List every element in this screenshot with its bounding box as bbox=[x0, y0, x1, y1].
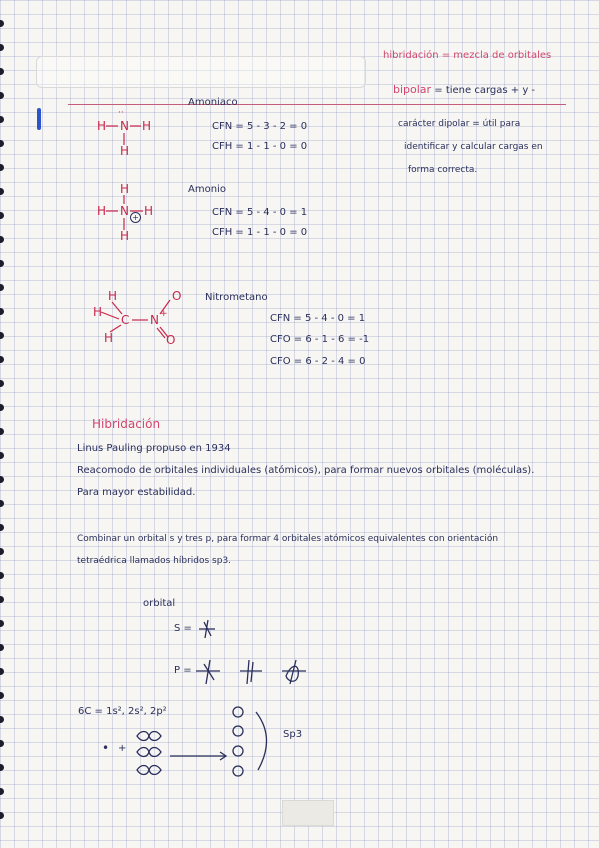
hibridacion-line-3: Para mayor estabilidad. bbox=[77, 487, 196, 498]
hibridacion-line-1: Linus Pauling propuso en 1934 bbox=[77, 443, 231, 454]
amoniaco-cfh: CFH = 1 - 1 - 0 = 0 bbox=[212, 141, 308, 152]
combine-line-1: Combinar un orbital s y tres p, para formar 4 orbitales atómicos equivalentes con orientación bbox=[77, 534, 499, 544]
amonio-cfh: CFH = 1 - 1 - 0 = 0 bbox=[212, 227, 308, 238]
nitrometano-title: Nitrometano bbox=[205, 292, 268, 303]
amoniaco-h-right: H bbox=[142, 119, 152, 133]
amonio-h-left: H bbox=[97, 204, 107, 218]
combine-line-2: tetraédrica llamados híbridos sp3. bbox=[77, 556, 232, 566]
nitrometano-h-left: H bbox=[93, 305, 103, 319]
amoniaco-h-bottom: H bbox=[120, 144, 130, 158]
amoniaco-cfn: CFN = 5 - 3 - 2 = 0 bbox=[212, 121, 308, 132]
bipolar-definition: = tiene cargas + y - bbox=[434, 85, 536, 96]
amonio-n: N bbox=[120, 204, 129, 218]
sp3-label: Sp3 bbox=[283, 729, 303, 740]
amonio-h-right: H bbox=[144, 204, 154, 218]
nitrometano-cfn: CFN = 5 - 4 - 0 = 1 bbox=[270, 313, 366, 324]
carbon-configuration: 6C = 1s², 2s², 2p² bbox=[78, 706, 167, 717]
nitrometano-c: C bbox=[121, 313, 130, 327]
dipolar-line-2: identificar y calcular cargas en bbox=[404, 142, 543, 152]
amonio-title: Amonio bbox=[188, 184, 226, 195]
nitrometano-h-bottom: H bbox=[104, 331, 114, 345]
hibridacion-line-2: Reacomodo de orbitales individuales (atómicos), para formar nuevos orbitales (moléculas). bbox=[77, 465, 535, 476]
amonio-h-bottom: H bbox=[120, 229, 130, 243]
amoniaco-h-left: H bbox=[97, 119, 107, 133]
nitrometano-n: N bbox=[150, 313, 159, 327]
dipolar-line-3: forma correcta. bbox=[408, 165, 478, 175]
orbital-title: orbital bbox=[143, 598, 176, 609]
nitrometano-cfo-2: CFO = 6 - 2 - 4 = 0 bbox=[270, 356, 366, 367]
page-tab bbox=[282, 800, 334, 826]
plus-sign: + bbox=[118, 743, 127, 754]
hibridacion-definition: hibridación = mezcla de orbitales bbox=[383, 50, 552, 61]
nitrometano-h-top: H bbox=[108, 289, 118, 303]
dipolar-line-1: carácter dipolar = útil para bbox=[398, 119, 521, 129]
s-orbital-label: S = bbox=[174, 623, 192, 634]
amoniaco-n: N bbox=[120, 119, 129, 133]
amonio-h-top: H bbox=[120, 182, 130, 196]
amonio-charge: + bbox=[130, 212, 141, 223]
nitrometano-o-bottom: O bbox=[166, 333, 176, 347]
electron-dot: • bbox=[102, 741, 110, 755]
nitrometano-o-top: O bbox=[172, 289, 182, 303]
amoniaco-title: Amoniaco bbox=[188, 97, 238, 108]
nitrometano-n-charge: + bbox=[160, 309, 168, 319]
nitrometano-cfo-1: CFO = 6 - 1 - 6 = -1 bbox=[270, 334, 370, 345]
bipolar-term: bipolar bbox=[393, 83, 432, 96]
hibridacion-title: Hibridación bbox=[92, 417, 161, 431]
p-orbital-label: P = bbox=[174, 665, 192, 676]
amonio-cfn: CFN = 5 - 4 - 0 = 1 bbox=[212, 207, 308, 218]
lone-pair-dots: ·· bbox=[118, 108, 124, 118]
